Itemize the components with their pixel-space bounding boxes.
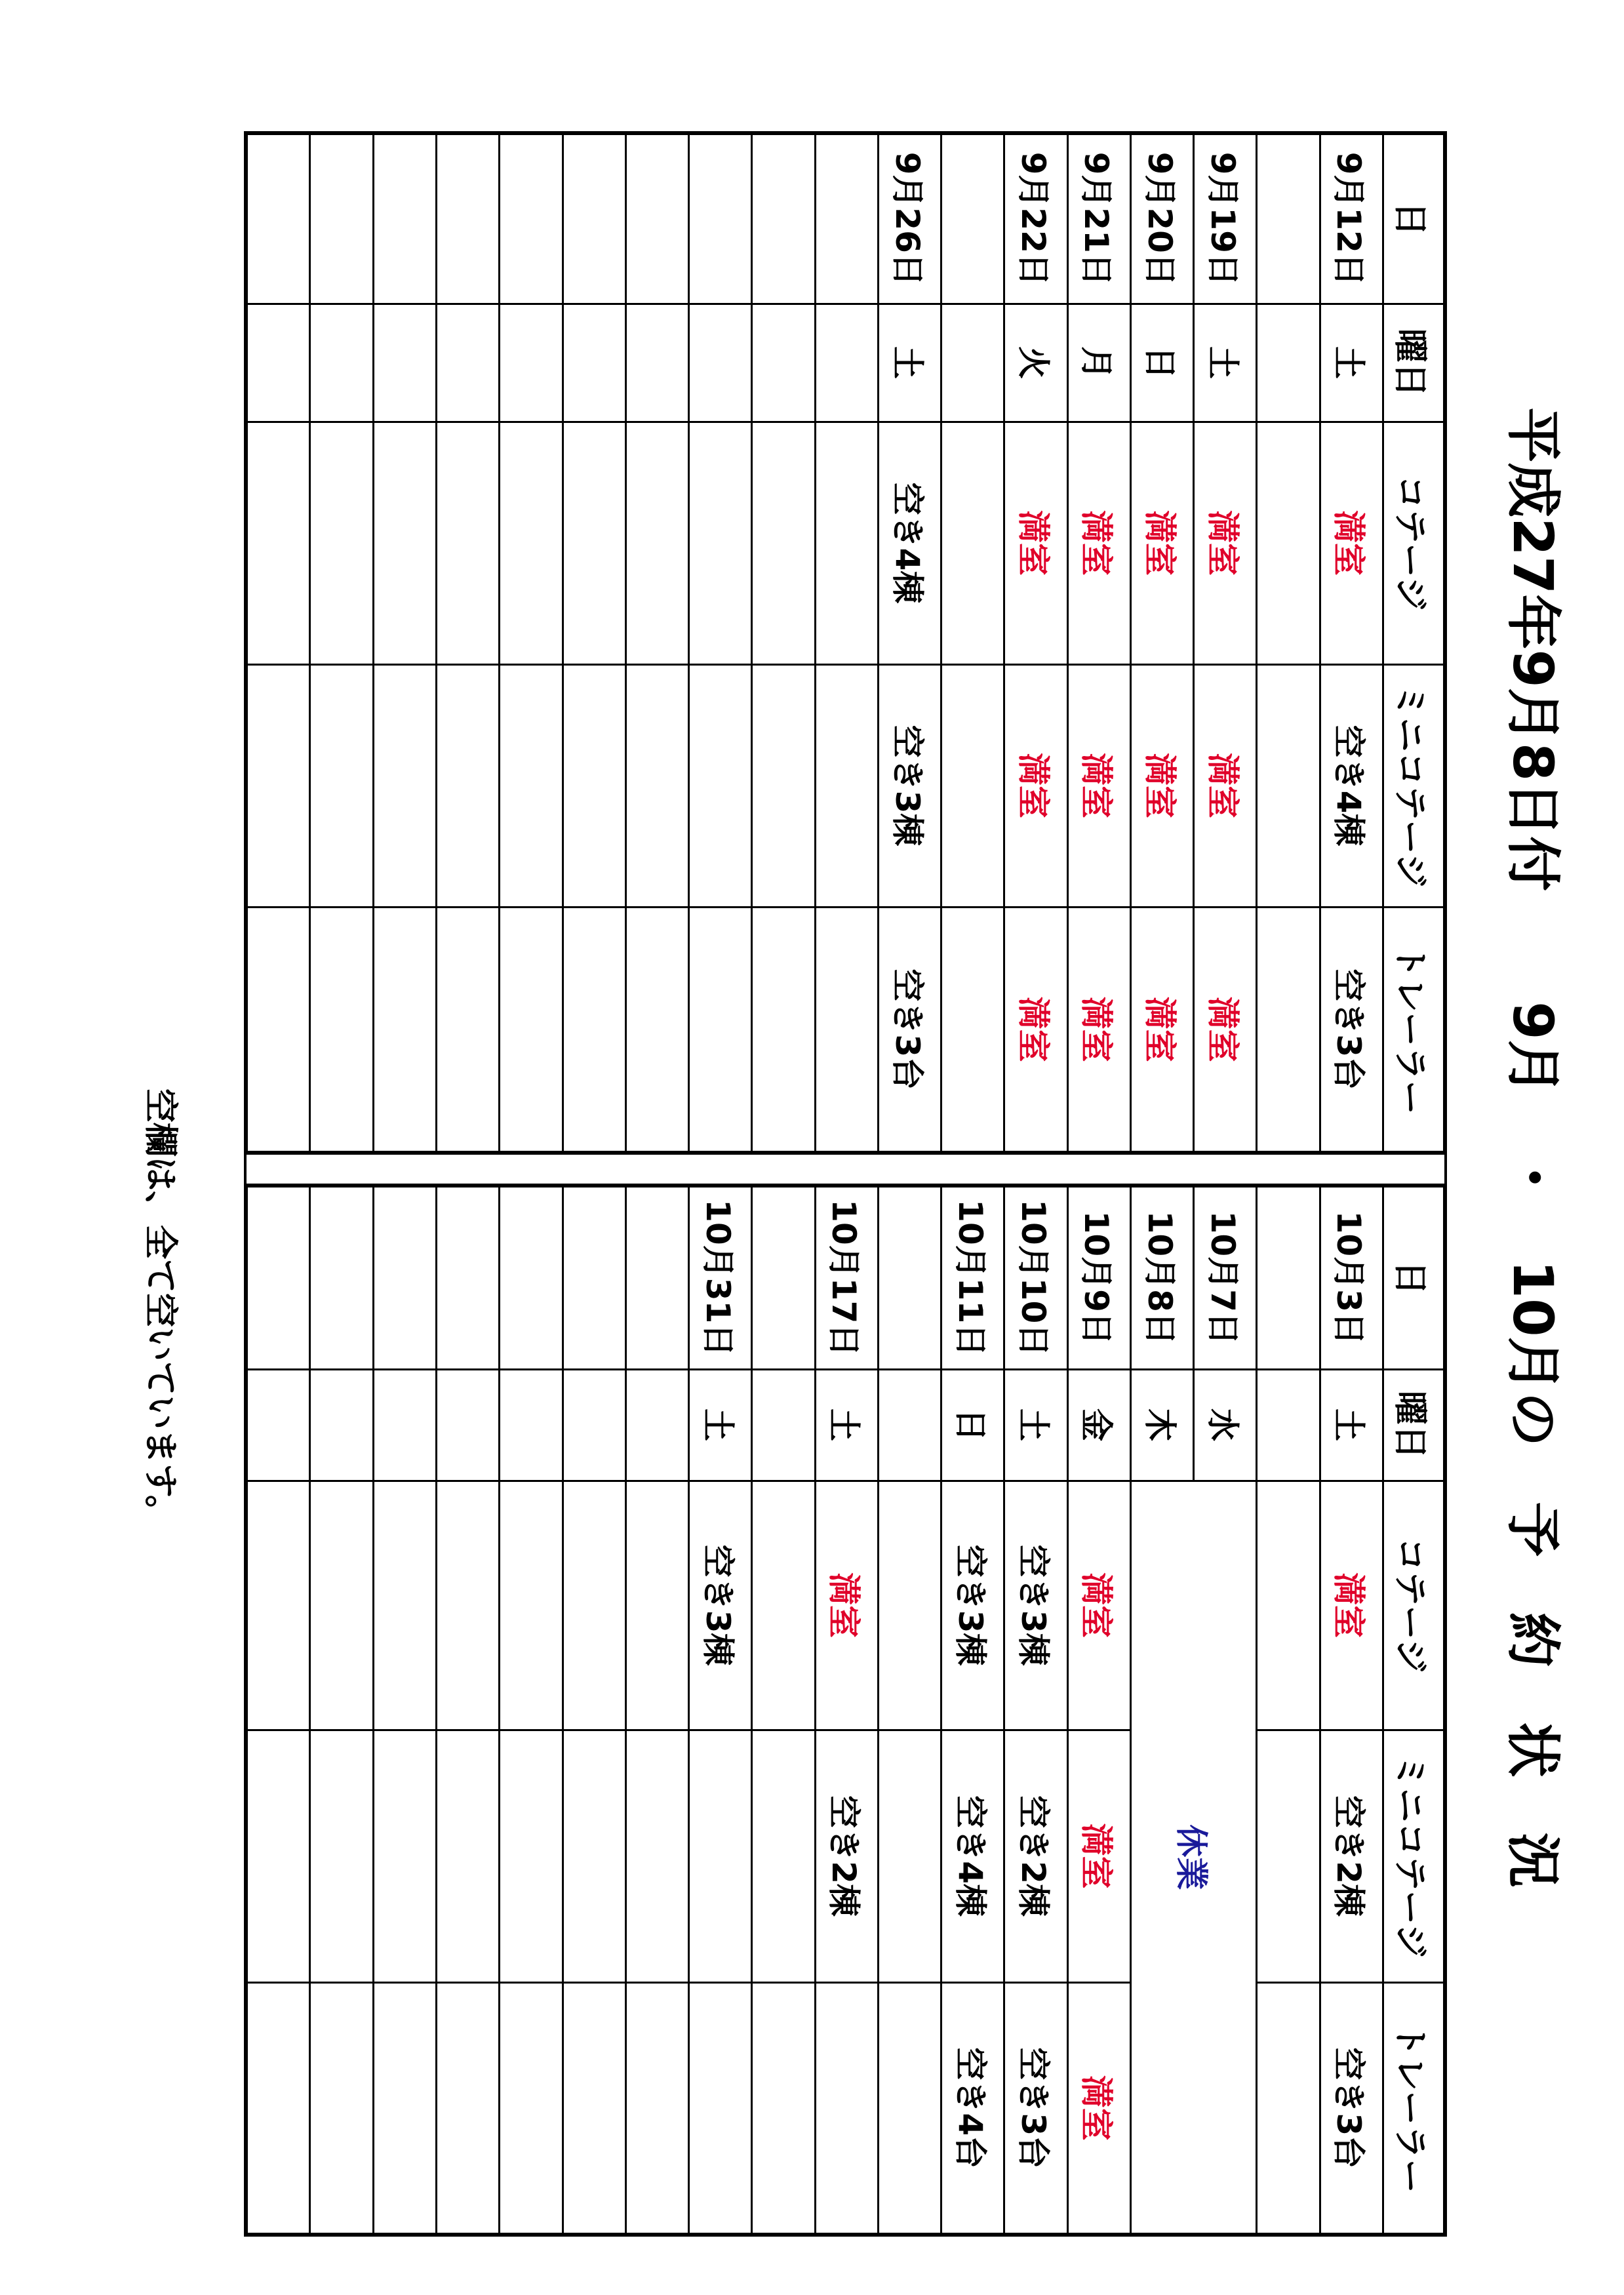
table-row [437,133,500,1153]
mini-cottage-cell [752,664,815,907]
trailer-cell: 満室 [1194,907,1257,1153]
date-cell [689,133,752,304]
mini-cottage-cell: 空き2棟 [1320,1730,1383,1982]
september-schedule-table [244,131,1447,1155]
cottage-cell: 満室 [1130,422,1193,664]
date-cell: 10月8日 [1130,1186,1193,1369]
cottage-cell [246,422,310,664]
date-cell [373,1186,436,1369]
weekday-cell [310,1369,373,1481]
weekday-cell [373,1369,436,1481]
trailer-cell [373,907,436,1153]
header-trailer: トレーラー [1383,907,1446,1153]
header-cottage: コテージ [1383,422,1446,664]
table-row [500,133,563,1153]
table-row [941,133,1004,1153]
date-cell [1257,1186,1320,1369]
weekday-cell [1257,1369,1320,1481]
weekday-cell [373,304,436,422]
trailer-cell [625,907,688,1153]
mini-cottage-cell [815,664,878,907]
table-row [752,133,815,1153]
trailer-cell: 空き3台 [1004,1982,1067,2235]
table-row [1257,133,1320,1153]
table-row [1004,133,1067,1153]
header-mini-cottage: ミニコテージ [1383,1730,1446,1982]
trailer-cell [752,907,815,1153]
table-row [752,1186,815,2235]
date-cell: 10月17日 [815,1186,878,1369]
trailer-cell [878,1982,941,2235]
weekday-cell [310,304,373,422]
date-cell [310,133,373,304]
cottage-cell [373,422,436,664]
cottage-cell [310,1481,373,1730]
header-date: 日 [1383,1186,1446,1369]
date-cell: 9月19日 [1194,133,1257,304]
table-row [815,1186,878,2235]
cottage-cell [625,1481,688,1730]
mini-cottage-cell: 空き4棟 [1320,664,1383,907]
mini-cottage-cell [1257,1730,1320,1982]
weekday-cell [689,304,752,422]
date-cell: 9月26日 [878,133,941,304]
mini-cottage-cell: 満室 [1004,664,1067,907]
weekday-cell: 木 [1130,1369,1193,1481]
weekday-cell: 日 [1130,304,1193,422]
table-row [878,1186,941,2235]
weekday-cell [437,1369,500,1481]
weekday-cell: 土 [1194,304,1257,422]
footnote: 空欄は、全て空いています。 [140,1088,180,1529]
trailer-cell: 満室 [1067,1982,1130,2235]
mini-cottage-cell [373,1730,436,1982]
trailer-cell: 空き3台 [878,907,941,1153]
trailer-cell: 空き3台 [1320,907,1383,1153]
mini-cottage-cell [689,664,752,907]
cottage-cell: 満室 [1067,1481,1130,1730]
weekday-cell [941,304,1004,422]
weekday-cell: 土 [815,1369,878,1481]
weekday-cell: 土 [1320,1369,1383,1481]
date-cell: 10月10日 [1004,1186,1067,1369]
cottage-cell [1257,422,1320,664]
page-title: 平成27年9月8日付 9月 ・ 10月の 予 約 状 況 [1501,407,1565,1888]
mini-cottage-cell [752,1730,815,1982]
cottage-cell [878,1481,941,1730]
date-cell [437,133,500,304]
cottage-cell [373,1481,436,1730]
trailer-cell: 空き4台 [941,1982,1004,2235]
cottage-cell [941,422,1004,664]
date-cell [373,133,436,304]
date-cell [246,133,310,304]
trailer-cell [437,1982,500,2235]
trailer-cell [437,907,500,1153]
trailer-cell [689,1982,752,2235]
date-cell [941,133,1004,304]
cottage-cell [815,422,878,664]
mini-cottage-cell [437,1730,500,1982]
weekday-cell: 月 [1067,304,1130,422]
weekday-cell [563,1369,625,1481]
table-row [310,133,373,1153]
trailer-cell [941,907,1004,1153]
cottage-cell [500,1481,563,1730]
trailer-cell [752,1982,815,2235]
cottage-cell: 空き3棟 [689,1481,752,1730]
table-row [1194,1186,1257,2235]
table-row [563,1186,625,2235]
weekday-cell: 土 [1320,304,1383,422]
table-row [878,133,941,1153]
trailer-cell [563,907,625,1153]
weekday-cell: 土 [1004,1369,1067,1481]
header-trailer: トレーラー [1383,1982,1446,2235]
trailer-cell: 満室 [1067,907,1130,1153]
weekday-cell [625,1369,688,1481]
cottage-cell [563,1481,625,1730]
weekday-cell: 土 [878,304,941,422]
date-cell [563,133,625,304]
header-date: 日 [1383,133,1446,304]
trailer-cell [373,1982,436,2235]
cottage-cell [752,422,815,664]
weekday-cell: 日 [941,1369,1004,1481]
mini-cottage-cell: 空き2棟 [1004,1730,1067,1982]
weekday-cell: 火 [1004,304,1067,422]
table-separator [244,1151,1447,1184]
mini-cottage-cell: 空き2棟 [815,1730,878,1982]
table-row [500,1186,563,2235]
mini-cottage-cell [246,1730,310,1982]
table-row [246,1186,310,2235]
trailer-cell [815,907,878,1153]
weekday-cell [815,304,878,422]
trailer-cell: 満室 [1130,907,1193,1153]
weekday-cell: 金 [1067,1369,1130,1481]
cottage-cell: 満室 [1194,422,1257,664]
date-cell [752,133,815,304]
mini-cottage-cell [625,1730,688,1982]
table-row [1004,1186,1067,2235]
trailer-cell [689,907,752,1153]
table-row [373,1186,436,2235]
cottage-cell [310,422,373,664]
trailer-cell: 満室 [1004,907,1067,1153]
table-row [310,1186,373,2235]
trailer-cell: 空き3台 [1320,1982,1383,2235]
date-cell [563,1186,625,1369]
date-cell: 9月20日 [1130,133,1193,304]
mini-cottage-cell: 満室 [1194,664,1257,907]
trailer-cell [500,907,563,1153]
mini-cottage-cell [246,664,310,907]
date-cell [815,133,878,304]
date-cell [246,1186,310,1369]
mini-cottage-cell [941,664,1004,907]
header-mini-cottage: ミニコテージ [1383,664,1446,907]
cottage-cell: 満室 [1320,1481,1383,1730]
mini-cottage-cell [689,1730,752,1982]
table-row [246,133,310,1153]
date-cell [310,1186,373,1369]
table-row [1130,133,1193,1153]
date-cell [625,1186,688,1369]
trailer-cell [815,1982,878,2235]
mini-cottage-cell [563,664,625,907]
date-cell: 10月31日 [689,1186,752,1369]
mini-cottage-cell: 満室 [1067,1730,1130,1982]
cottage-cell [625,422,688,664]
table-row [1320,1186,1383,2235]
table-row [373,133,436,1153]
weekday-cell [752,1369,815,1481]
cottage-cell: 満室 [1004,422,1067,664]
trailer-cell [625,1982,688,2235]
date-cell [1257,133,1320,304]
table-row [437,1186,500,2235]
mini-cottage-cell [878,1730,941,1982]
date-cell [625,133,688,304]
mini-cottage-cell [1257,664,1320,907]
trailer-cell [310,907,373,1153]
trailer-cell [246,1982,310,2235]
header-weekday: 曜日 [1383,304,1446,422]
table-header-row [1383,133,1446,1153]
weekday-cell [1257,304,1320,422]
date-cell: 9月22日 [1004,133,1067,304]
cottage-cell [246,1481,310,1730]
weekday-cell [437,304,500,422]
table-row [1320,133,1383,1153]
weekday-cell [563,304,625,422]
table-row [689,1186,752,2235]
weekday-cell [246,1369,310,1481]
cottage-cell: 空き3棟 [941,1481,1004,1730]
mini-cottage-cell [310,664,373,907]
weekday-cell [246,304,310,422]
weekday-cell [500,1369,563,1481]
date-cell [500,1186,563,1369]
date-cell: 9月21日 [1067,133,1130,304]
table-row [941,1186,1004,2235]
trailer-cell [1257,1982,1320,2235]
table-row [1194,133,1257,1153]
table-row [1067,133,1130,1153]
weekday-cell [878,1369,941,1481]
date-cell [878,1186,941,1369]
weekday-cell [625,304,688,422]
table-row [689,133,752,1153]
table-row [1067,1186,1130,2235]
mini-cottage-cell [500,664,563,907]
table-row [625,1186,688,2235]
mini-cottage-cell: 満室 [1130,664,1193,907]
table-row [1257,1186,1320,2235]
cottage-cell: 満室 [1320,422,1383,664]
table-row [563,133,625,1153]
trailer-cell [1257,907,1320,1153]
cottage-cell [500,422,563,664]
table-row [815,133,878,1153]
table-row [625,133,688,1153]
header-cottage: コテージ [1383,1481,1446,1730]
header-weekday: 曜日 [1383,1369,1446,1481]
cottage-cell: 満室 [815,1481,878,1730]
date-cell: 10月11日 [941,1186,1004,1369]
cottage-cell: 空き4棟 [878,422,941,664]
cottage-cell [752,1481,815,1730]
mini-cottage-cell [563,1730,625,1982]
date-cell: 10月9日 [1067,1186,1130,1369]
date-cell: 9月12日 [1320,133,1383,304]
mini-cottage-cell: 満室 [1067,664,1130,907]
date-cell [752,1186,815,1369]
cottage-cell [563,422,625,664]
date-cell [437,1186,500,1369]
mini-cottage-cell [625,664,688,907]
weekday-cell: 水 [1194,1369,1257,1481]
october-schedule-table [244,1184,1447,2237]
mini-cottage-cell [310,1730,373,1982]
weekday-cell: 土 [689,1369,752,1481]
closed-notice: 休業 [1130,1481,1257,2235]
date-cell: 10月3日 [1320,1186,1383,1369]
trailer-cell [246,907,310,1153]
date-cell [500,133,563,304]
trailer-cell [310,1982,373,2235]
mini-cottage-cell: 空き4棟 [941,1730,1004,1982]
mini-cottage-cell [500,1730,563,1982]
cottage-cell [437,1481,500,1730]
cottage-cell [1257,1481,1320,1730]
cottage-cell [689,422,752,664]
table-header-row [1383,1186,1446,2235]
weekday-cell [752,304,815,422]
mini-cottage-cell [437,664,500,907]
mini-cottage-cell: 空き3棟 [878,664,941,907]
trailer-cell [500,1982,563,2235]
trailer-cell [563,1982,625,2235]
cottage-cell [437,422,500,664]
cottage-cell: 満室 [1067,422,1130,664]
mini-cottage-cell [373,664,436,907]
cottage-cell: 空き3棟 [1004,1481,1067,1730]
date-cell: 10月7日 [1194,1186,1257,1369]
weekday-cell [500,304,563,422]
